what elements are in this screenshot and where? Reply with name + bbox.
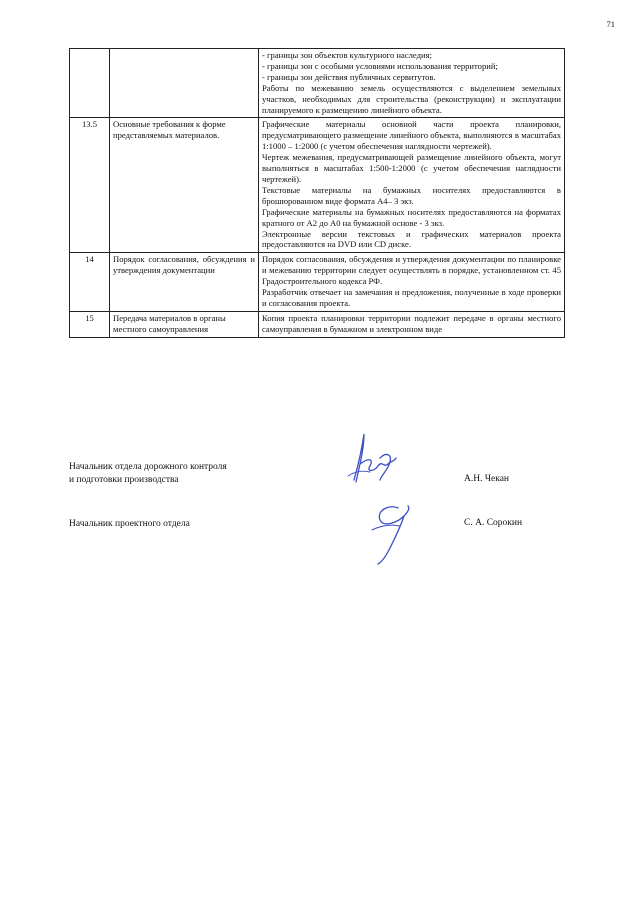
- requirement-name: [110, 49, 259, 118]
- description-paragraph: Чертеж межевания, предусматривающей размещение линейного объекта, могут выполняться в масштабах 1:500-1:2000 (с учетом обеспечения наглядности чертежей).: [262, 152, 561, 184]
- description-paragraph: - границы зон с особыми условиями использования территорий;: [262, 60, 498, 71]
- position-line: и подготовки производства: [69, 474, 179, 485]
- requirement-description: [259, 118, 565, 253]
- requirement-name: Порядок согласования, обсуждения и утверждения документации: [110, 253, 259, 312]
- row-number: 14: [70, 253, 110, 312]
- table-row: [70, 253, 565, 312]
- handwritten-signature-sorokin: [368, 500, 418, 566]
- handwritten-signature-chekan: [340, 428, 402, 492]
- requirement-name: Передача материалов в органы местного самоуправления: [110, 311, 259, 337]
- row-number: 13.5: [70, 118, 110, 253]
- description-paragraph: Копия проекта планировки территории подлежит передаче в органы местного самоуправления в бумажном и электронном виде: [262, 312, 561, 334]
- description-paragraph: Графические материалы на бумажных носителях предоставляются на форматах кратного от А2 до А0 на бумажной основе - 3 экз.: [262, 206, 561, 228]
- requirement-description: [259, 311, 565, 337]
- signatory-position: [69, 461, 227, 487]
- requirement-description: [259, 49, 565, 118]
- requirement-description: [259, 253, 565, 312]
- signatory-name: А.Н. Чекан: [464, 474, 510, 484]
- table-row: [70, 49, 565, 118]
- signatory-position: [69, 518, 190, 531]
- row-number: 15: [70, 311, 110, 337]
- position-line: Начальник проектного отдела: [69, 519, 190, 529]
- table-row: [70, 118, 565, 253]
- requirements-table: [69, 48, 565, 338]
- description-paragraph: Графические материалы основной части проекта планировки, предусматривающего размещение линейного объекта, выполняются в масштабах 1:1000 – 1:2000 (с учетом обеспечения наглядности чертежей).: [262, 119, 561, 152]
- description-paragraph: Текстовые материалы на бумажных носителях предоставляются в брошюрованном виде формата А4– 3 экз.: [262, 184, 561, 206]
- page-number: 71: [606, 19, 615, 29]
- position-line: Начальник отдела дорожного контроля: [69, 462, 227, 472]
- description-paragraph: Порядок согласования, обсуждения и утверждения документации по планировке и межеванию территории следует осуществлять в порядке, установленном ст. 45 Градостроительного кодекса РФ.: [262, 254, 561, 287]
- requirement-name: Основные требования к форме представляемых материалов.: [110, 118, 259, 253]
- description-paragraph: Работы по межеванию земель осуществляются с выделением земельных участков, необходимых для строительства (реконструкции) и эксплуатации планируемого к размещению линейного объекта.: [262, 82, 561, 115]
- signatory-name: С. А. Сорокин: [464, 518, 523, 528]
- row-number: [70, 49, 110, 118]
- description-paragraph: Электронные версии текстовых и графических материалов проекта предоставляются на DVD или CD диске.: [262, 228, 561, 250]
- description-paragraph: - границы зон объектов культурного наследия;: [262, 50, 432, 60]
- description-paragraph: - границы зон действия публичных сервитутов.: [262, 71, 436, 82]
- description-paragraph: Разработчик отвечает на замечания и предложения, полученные в ходе проверки и согласования проекта.: [262, 287, 561, 308]
- table-row: [70, 311, 565, 337]
